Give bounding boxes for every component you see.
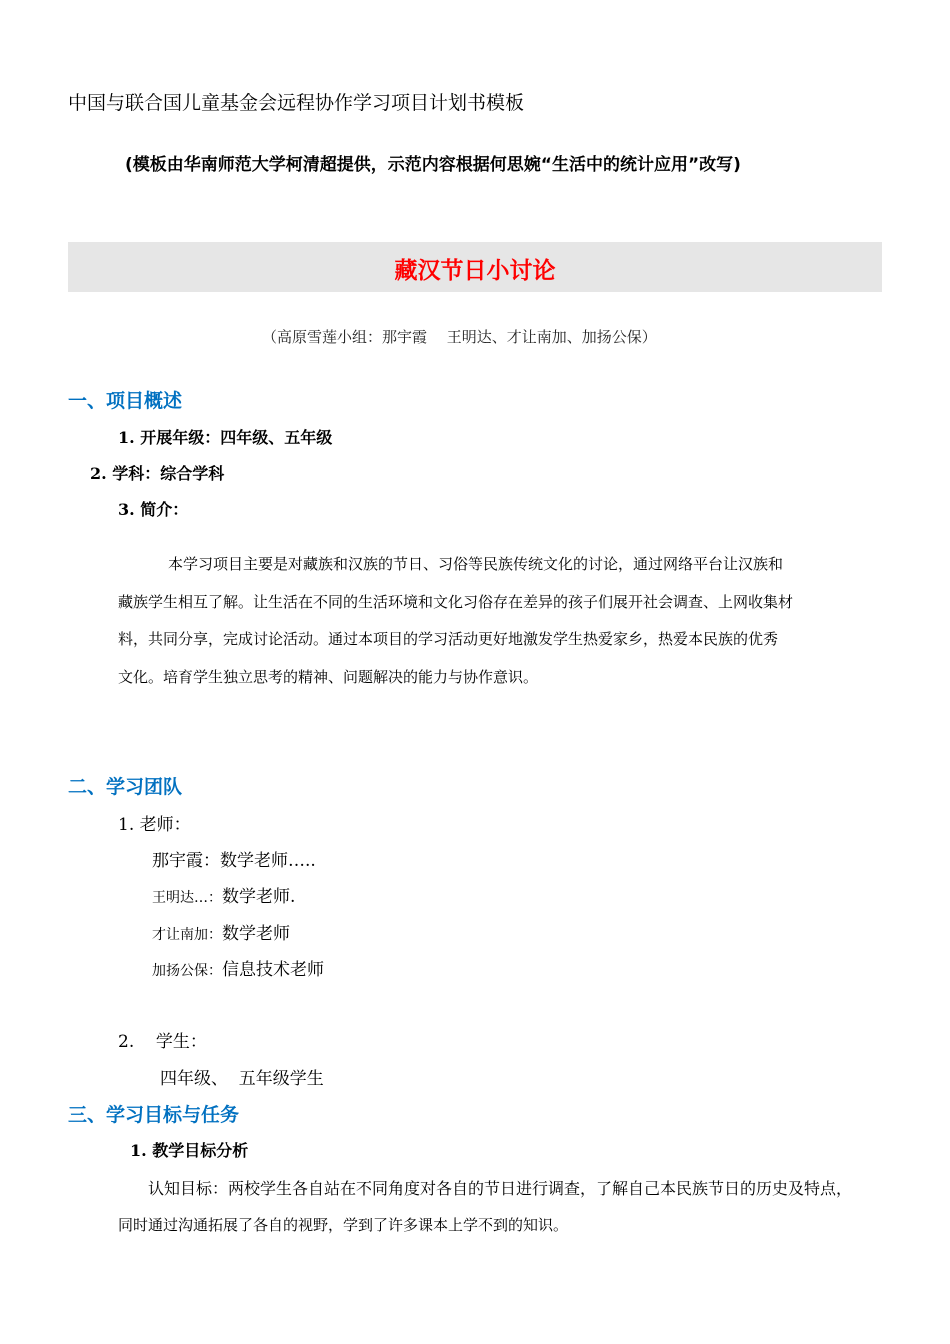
students-label: 2. 学生：	[118, 1032, 207, 1052]
intro-paragraph-line: 文化。培育学生独立思考的精神、问题解决的能力与协作意识。	[118, 668, 539, 686]
teacher-name: 加扬公保：	[152, 963, 222, 979]
group-members: （高原雪莲小组：那宇霞 王明达、才让南加、加扬公保）	[262, 328, 657, 346]
section-heading-team: 二、学习团队	[68, 776, 183, 798]
section-heading-overview: 一、项目概述	[68, 390, 183, 412]
teacher-role: 信息技术老师	[222, 960, 324, 980]
overview-intro-label: 3. 简介：	[118, 500, 189, 519]
students-grades: 四年级、 五年级学生	[160, 1069, 324, 1089]
overview-subject: 2. 学科：综合学科	[90, 464, 225, 483]
teacher-role: 数学老师…..	[220, 851, 316, 871]
goals-analysis-heading: 1. 教学目标分析	[130, 1141, 249, 1160]
teacher-role: 数学老师	[222, 924, 290, 944]
teacher-name: 那宇霞：	[152, 851, 220, 871]
teacher-role: 数学老师.	[222, 887, 296, 907]
project-title-banner	[68, 242, 882, 292]
teacher-name: 王明达…：	[152, 890, 222, 906]
template-credit-note: (模板由华南师范大学柯清超提供，示范内容根据何思婉“生活中的统计应用”改写)	[125, 155, 741, 175]
teachers-label: 1. 老师：	[118, 815, 191, 835]
cognitive-goal-line: 认知目标：两校学生各自站在不同角度对各自的节日进行调查，了解自己本民族节日的历史及特点，	[148, 1179, 853, 1198]
section-heading-goals: 三、学习目标与任务	[68, 1104, 240, 1126]
intro-paragraph-line: 本学习项目主要是对藏族和汉族的节日、习俗等民族传统文化的讨论，通过网络平台让汉族和	[168, 555, 784, 573]
teacher-entry	[152, 919, 290, 944]
intro-paragraph-line: 藏族学生相互了解。让生活在不同的生活环境和文化习俗存在差异的孩子们展开社会调查、上网收集材	[118, 593, 794, 611]
intro-paragraph-line: 料，共同分享，完成讨论活动。通过本项目的学习活动更好地激发学生热爱家乡，热爱本民族的优秀	[118, 630, 779, 648]
document-title: 中国与联合国儿童基金会远程协作学习项目计划书模板	[68, 92, 525, 114]
project-title: 藏汉节日小讨论	[394, 258, 556, 284]
teacher-entry	[152, 846, 316, 871]
teacher-name: 才让南加：	[152, 927, 222, 943]
overview-grade: 1. 开展年级：四年级、五年级	[118, 428, 333, 447]
cognitive-goal-line: 同时通过沟通拓展了各自的视野，学到了许多课本上学不到的知识。	[118, 1216, 569, 1234]
teacher-entry	[152, 955, 324, 980]
teacher-entry	[152, 882, 295, 907]
